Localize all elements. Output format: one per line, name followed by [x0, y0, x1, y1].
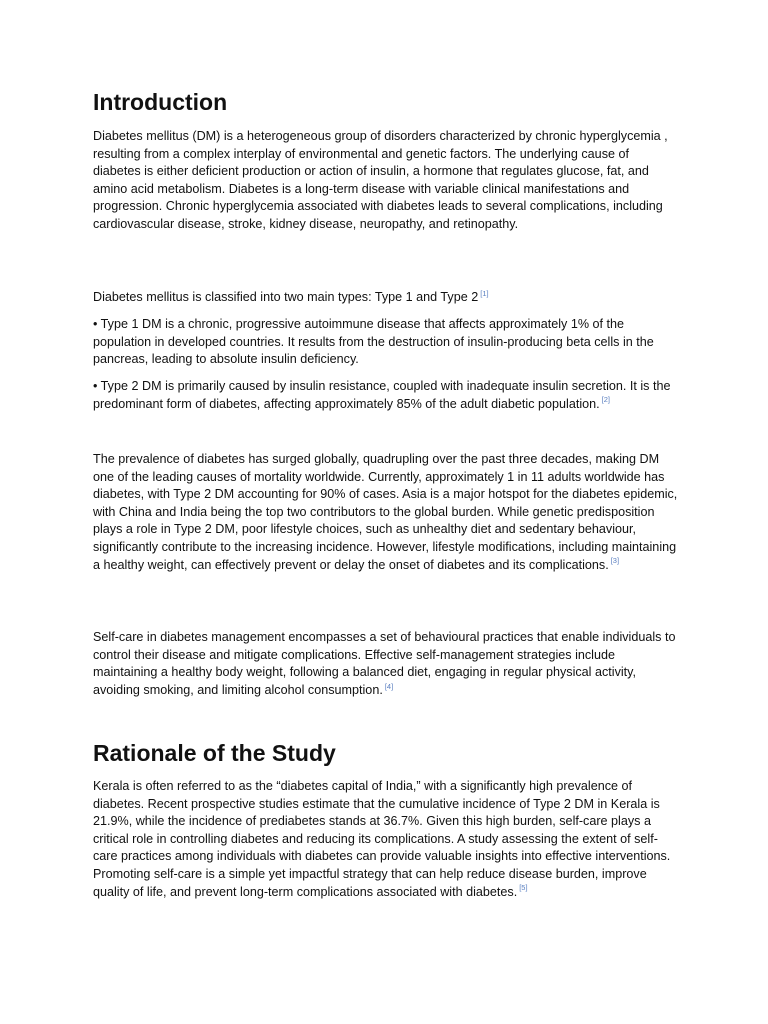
- rationale-heading: Rationale of the Study: [93, 740, 336, 766]
- citation-link[interactable]: [5]: [519, 883, 528, 893]
- citation-link[interactable]: [4]: [384, 681, 394, 691]
- type1-bullet: [93, 316, 679, 369]
- rationale-paragraph: [93, 778, 679, 901]
- classification-paragraph: [93, 289, 679, 307]
- citation-link[interactable]: [1]: [480, 288, 489, 298]
- type2-bullet: [93, 378, 679, 413]
- paragraph-text: The prevalence of diabetes has surged globally, quadrupling over the past three decades, making DM one of the leading causes of mortality worldwide. Currently, approximately 1 in 11 adults worldwide has diabetes, with Type 2 DM accounting for 90% of cases. Asia is a major hotspot for the diabetes epidemic, with China and India being the top two contributors to the global burden. While genetic predisposition plays a role in Type 2 DM, poor lifestyle choices, such as unhealthy diet and sedentary behaviour, significantly contribute to the increasing incidence. However, lifestyle modifications, including maintaining a healthy weight, can effectively prevent or delay the onset of diabetes and its complications.: [93, 452, 678, 572]
- paragraph-text: Self-care in diabetes management encompasses a set of behavioural practices that enable individuals to control their disease and mitigate complications. Effective self-management strategies include maintaining a healthy body weight, following a balanced diet, engaging in regular physical activity, avoiding smoking, and limiting alcohol consumption.: [93, 630, 676, 697]
- citation-link[interactable]: [3]: [610, 556, 620, 566]
- bullet-text: • Type 2 DM is primarily caused by insulin resistance, coupled with inadequate insulin secretion. It is the predominant form of diabetes, affecting approximately 85% of the adult diabetic population.: [93, 379, 671, 411]
- self-care-paragraph: [93, 629, 679, 699]
- paragraph-text: Diabetes mellitus (DM) is a heterogeneous group of disorders characterized by chronic hyperglycemia , resulting from a complex interplay of environmental and genetic factors. The underlying cause of diabetes is either deficient production or action of insulin, a hormone that regulates glucose, fat, and amino acid metabolism. Diabetes is a long-term disease with variable clinical manifestations and progression. Chronic hyperglycemia associated with diabetes leads to several complications, including cardiovascular disease, stroke, kidney disease, neuropathy, and retinopathy.: [93, 129, 668, 231]
- citation-link[interactable]: [2]: [601, 395, 610, 405]
- paragraph-text: Diabetes mellitus is classified into two main types: Type 1 and Type 2: [93, 290, 479, 304]
- paragraph-text: Kerala is often referred to as the “diabetes capital of India,” with a significantly high prevalence of diabetes. Recent prospective studies estimate that the cumulative incidence of Type 2 DM in Kerala is 21.9%, while the incidence of prediabetes stands at 36.7%. Given this high burden, self-care plays a critical role in controlling diabetes and reducing its complications. A study assessing the extent of self-care practices among individuals with diabetes can provide valuable insights into effective interventions. Promoting self-care is a simple yet impactful strategy that can help reduce disease burden, improve quality of life, and prevent long-term complications associated with diabetes.: [93, 779, 671, 899]
- introduction-paragraph: [93, 128, 679, 234]
- prevalence-paragraph: [93, 451, 679, 574]
- introduction-heading: Introduction: [93, 89, 228, 115]
- bullet-text: • Type 1 DM is a chronic, progressive autoimmune disease that affects approximately 1% of the population in developed countries. It results from the destruction of insulin-producing beta cells in the pancreas, leading to absolute insulin deficiency.: [93, 317, 654, 367]
